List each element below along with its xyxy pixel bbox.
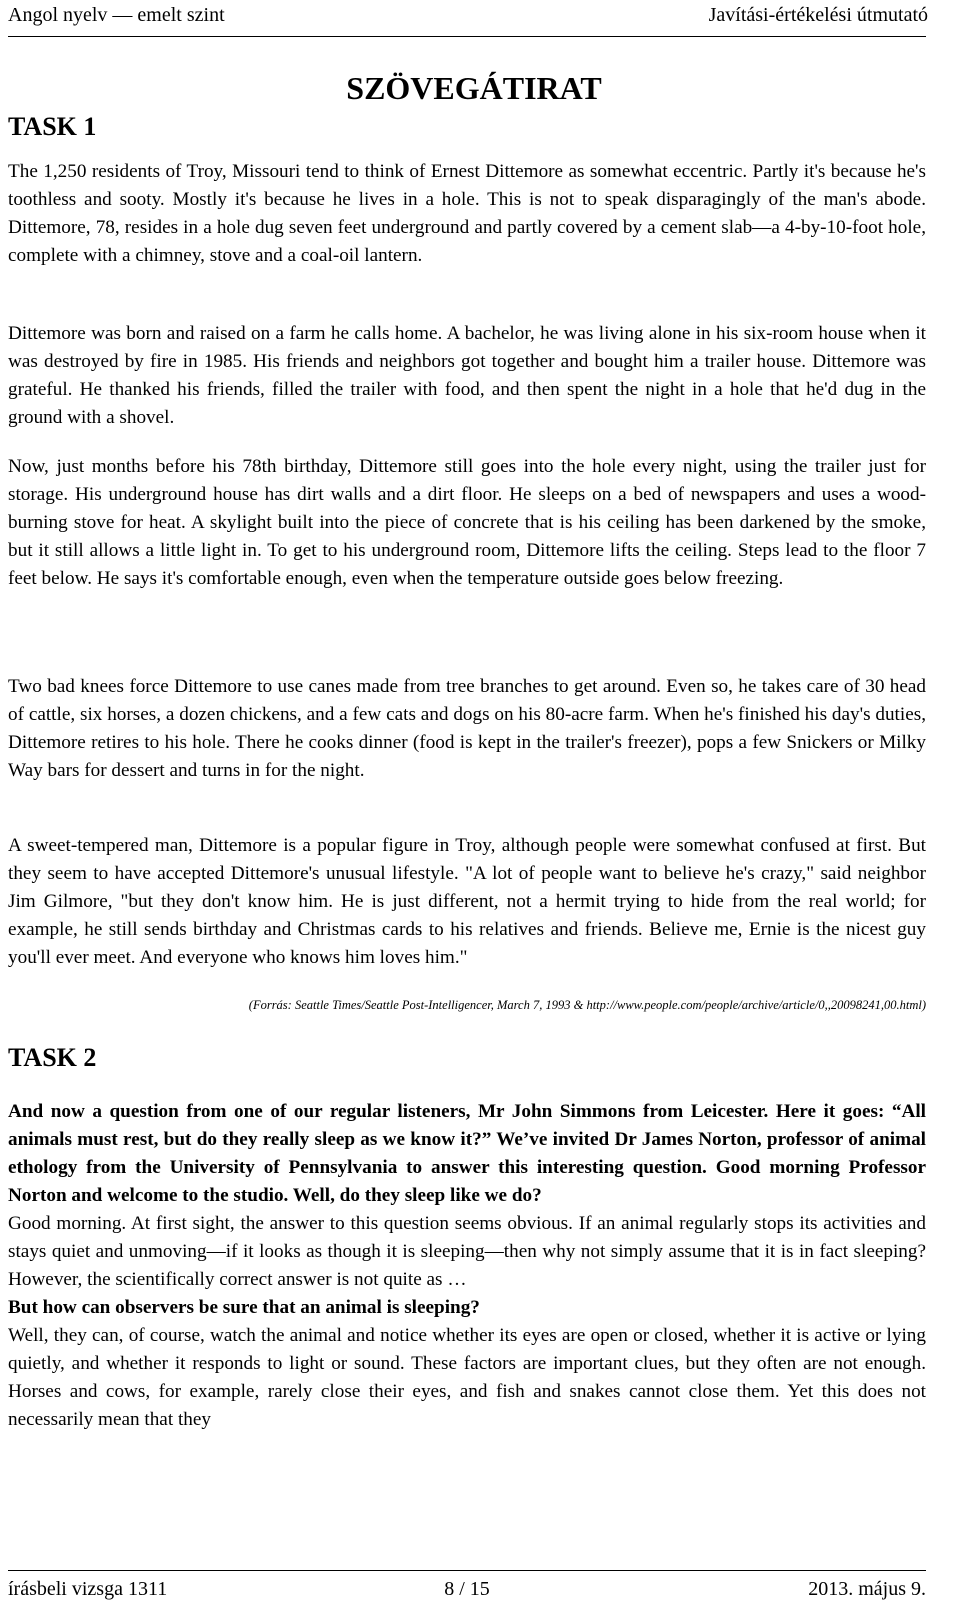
document-title: SZÖVEGÁTIRAT (346, 70, 602, 106)
task1-paragraph: Now, just months before his 78th birthday, Dittemore still goes into the hole every night, using the trailer just for storage. His underground house has dirt walls and a dirt floor. He sleeps on a bed of newspapers and uses a wood-burning stove for heat. A skylight built into the piece of concrete that is his ceiling has been darkened by the smoke, but it still allows a little light in. To get to his underground room, Dittemore lifts the ceiling. Steps lead to the floor 7 feet below. He says it's comfortable enough, even when the temperature outside goes below freezing. (8, 456, 926, 590)
task1-heading: TASK 1 (8, 112, 97, 141)
task2-transcript (8, 1098, 926, 1434)
footer-divider (8, 1570, 926, 1571)
header-guide-title: Javítási-értékelési útmutató (708, 4, 928, 26)
page-number: 8 / 15 (444, 1578, 490, 1600)
footer-exam-code: írásbeli vizsga 1311 (8, 1578, 168, 1600)
page-header (8, 4, 928, 34)
task1-paragraph: The 1,250 residents of Troy, Missouri tend to think of Ernest Dittemore as somewhat eccentric. Partly it's because he's toothless and sooty. Mostly it's because he lives in a hole. This is not to speak disparagingly of the man's abode. Dittemore, 78, resides in a hole dug seven feet underground and partly covered by a cement slab—a 4-by-10-foot hole, complete with a chimney, stove and a coal-oil lantern. (8, 161, 926, 267)
task1-paragraph: A sweet-tempered man, Dittemore is a popular figure in Troy, although people were somewhat confused at first. But they seem to have accepted Dittemore's unusual lifestyle. "A lot of people want to believe he's crazy," said neighbor Jim Gilmore, "but they don't know him. He is just different, not a hermit trying to hide from the real world; for example, he still sends birthday and Christmas cards to his relatives and friends. Believe me, Ernie is the nicest guy you'll ever meet. And everyone who knows him loves him." (8, 835, 926, 969)
task1-paragraph: Dittemore was born and raised on a farm he calls home. A bachelor, he was living alone in his six-room house when it was destroyed by fire in 1985. His friends and neighbors got together and bought him a trailer house. Dittemore was grateful. He thanked his friends, filled the trailer with food, and then spent the night in a hole that he'd dug in the ground with a shovel. (8, 323, 926, 429)
source-citation: (Forrás: Seattle Times/Seattle Post-Intelligencer, March 7, 1993 & http://www.people.com/people/archive/article/0,,20098241,00.html) (248, 998, 926, 1012)
header-subject: Angol nyelv — emelt szint (8, 4, 225, 26)
interviewer-question: And now a question from one of our regular listeners, Mr John Simmons from Leicester. Here it goes: “All animals must rest, but do they really sleep as we know it?” We’ve invited Dr James Norton, professor of animal ethology from the University of Pennsylvania to answer this interesting question. Good morning Professor Norton and welcome to the studio. Well, do they sleep like we do? (8, 1101, 926, 1206)
interviewer-question: But how can observers be sure that an animal is sleeping? (8, 1297, 480, 1318)
interviewee-answer: Well, they can, of course, watch the animal and notice whether its eyes are open or closed, whether it is active or lying quietly, and whether it responds to light or sound. These factors are important clues, but they often are not enough. Horses and cows, for example, rarely close their eyes, and fish and snakes cannot close them. Yet this does not necessarily mean that they (8, 1325, 926, 1430)
header-divider (8, 36, 926, 37)
task2-heading: TASK 2 (8, 1043, 97, 1072)
page-footer (8, 1578, 926, 1608)
footer-date: 2013. május 9. (808, 1578, 926, 1600)
task1-paragraph: Two bad knees force Dittemore to use canes made from tree branches to get around. Even so, he takes care of 30 head of cattle, six horses, a dozen chickens, and a few cats and dogs on his 80-acre farm. When he's finished his day's duties, Dittemore retires to his hole. There he cooks dinner (food is kept in the trailer's freezer), pops a few Snickers or Milky Way bars for dessert and turns in for the night. (8, 676, 926, 782)
interviewee-answer: Good morning. At first sight, the answer to this question seems obvious. If an animal regularly stops its activities and stays quiet and unmoving—if it looks as though it is sleeping—then why not simply assume that it is in fact sleeping? However, the scientifically correct answer is not quite as … (8, 1213, 926, 1290)
